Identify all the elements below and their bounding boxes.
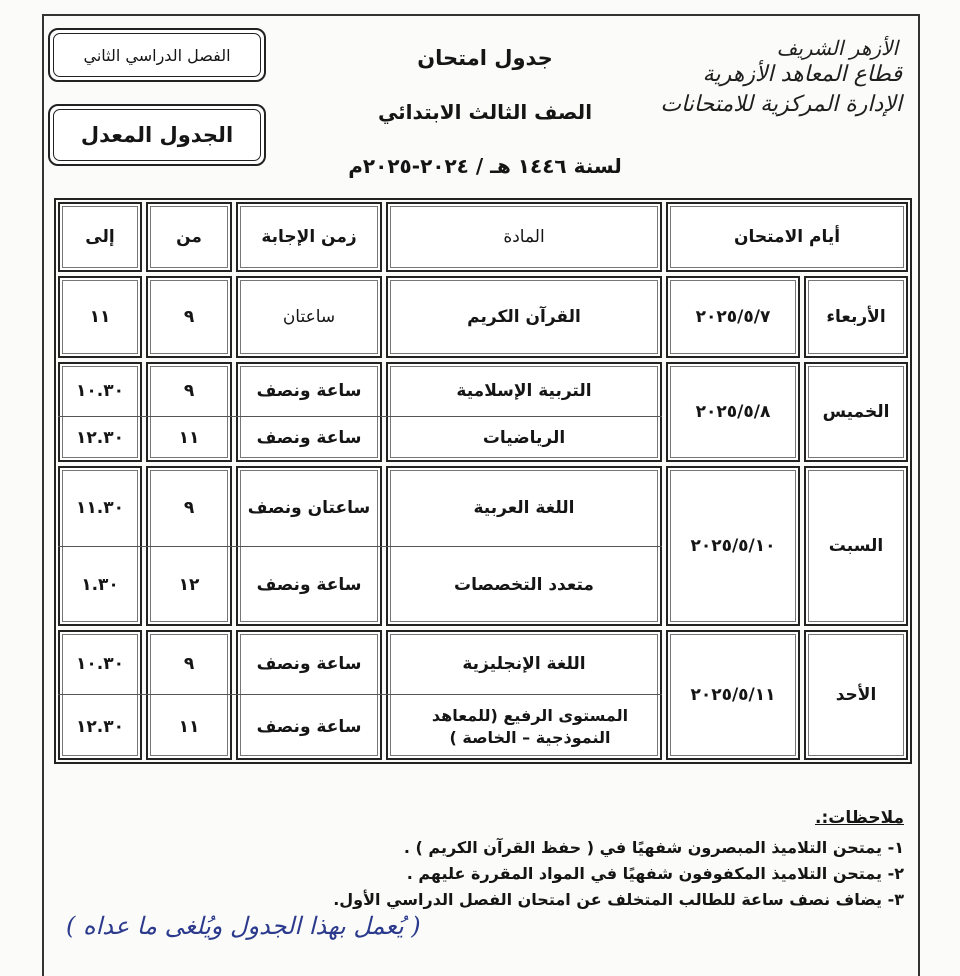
day-cell: الأحد <box>804 630 908 760</box>
subject-cell: الرياضيات <box>482 427 566 448</box>
date-cell: ٢٠٢٥/٥/٨ <box>666 362 800 462</box>
note-item: ١- يمتحن التلاميذ المبصرون شفهيًا في ( حفظ القرآن الكريم ) . <box>403 838 904 857</box>
date-cell: ٢٠٢٥/٥/١٠ <box>666 466 800 626</box>
row-divider <box>58 694 662 695</box>
subject-cell: القرآن الكريم <box>386 276 662 358</box>
subject-cell: اللغة الإنجليزية <box>462 653 586 674</box>
from-cell: ١١ <box>178 716 200 737</box>
duration-cell: ساعتان <box>236 276 382 358</box>
logo-line-2: قطاع المعاهد الأزهرية <box>702 62 902 87</box>
to-cell: ١٠.٣٠ <box>76 380 124 401</box>
to-cell: ١٠.٣٠ <box>76 653 124 674</box>
term-box <box>48 28 266 82</box>
from-cell: ٩ <box>183 653 195 674</box>
header-subject: المادة <box>386 202 662 272</box>
header-from: من <box>146 202 232 272</box>
day-cell: السبت <box>804 466 908 626</box>
from-cell: ٩ <box>146 276 232 358</box>
to-cell: ١١ <box>58 276 142 358</box>
to-cell: ١٢.٣٠ <box>76 716 124 737</box>
duration-cell: ساعتان ونصف <box>247 497 371 518</box>
row-divider <box>58 546 662 547</box>
header-duration: زمن الإجابة <box>236 202 382 272</box>
year-line: لسنة ١٤٤٦ هـ / ٢٠٢٤-٢٠٢٥م <box>348 154 622 178</box>
duration-cell: ساعة ونصف <box>256 574 362 595</box>
to-cell: ١٢.٣٠ <box>76 427 124 448</box>
duration-cell: ساعة ونصف <box>256 380 362 401</box>
revised-label: الجدول المعدل <box>53 109 261 161</box>
from-cell: ٩ <box>183 380 195 401</box>
subject-cell: المستوى الرفيع (للمعاهد النموذجية – الخاصة ) <box>431 706 629 747</box>
term-label: الفصل الدراسي الثاني <box>53 33 261 77</box>
revised-box <box>48 104 266 166</box>
grade-title: الصف الثالث الابتدائي <box>377 100 593 124</box>
note-item: ٢- يمتحن التلاميذ المكفوفون شفهيًا في المواد المقررة عليهم . <box>406 864 904 883</box>
subject-cell: اللغة العربية <box>473 497 575 518</box>
from-cell: ٩ <box>183 497 195 518</box>
date-cell: ٢٠٢٥/٥/١١ <box>666 630 800 760</box>
day-cell: الخميس <box>804 362 908 462</box>
from-cell: ١٢ <box>178 574 200 595</box>
header-to: إلى <box>58 202 142 272</box>
from-cell: ١١ <box>178 427 200 448</box>
duration-cell: ساعة ونصف <box>256 653 362 674</box>
duration-cell: ساعة ونصف <box>256 716 362 737</box>
document-title: جدول امتحان <box>417 46 553 70</box>
logo-line-3: الإدارة المركزية للامتحانات <box>660 92 902 117</box>
row-divider <box>58 416 662 417</box>
to-cell: ١.٣٠ <box>81 574 119 595</box>
duration-cell: ساعة ونصف <box>256 427 362 448</box>
note-item: ٣- يضاف نصف ساعة للطالب المتخلف عن امتحان الفصل الدراسي الأول. <box>333 890 904 909</box>
date-cell: ٢٠٢٥/٥/٧ <box>666 276 800 358</box>
subject-cell: متعدد التخصصات <box>454 574 594 595</box>
notes-title: ملاحظات:. <box>815 808 904 828</box>
to-cell: ١١.٣٠ <box>76 497 124 518</box>
logo-line-1: الأزهر الشريف <box>776 36 898 60</box>
handwritten-note: ( يُعمل بهذا الجدول ويُلغى ما عداه ) <box>66 912 421 940</box>
day-cell: الأربعاء <box>804 276 908 358</box>
subject-cell: التربية الإسلامية <box>456 380 592 401</box>
header-days: أيام الامتحان <box>666 202 908 272</box>
